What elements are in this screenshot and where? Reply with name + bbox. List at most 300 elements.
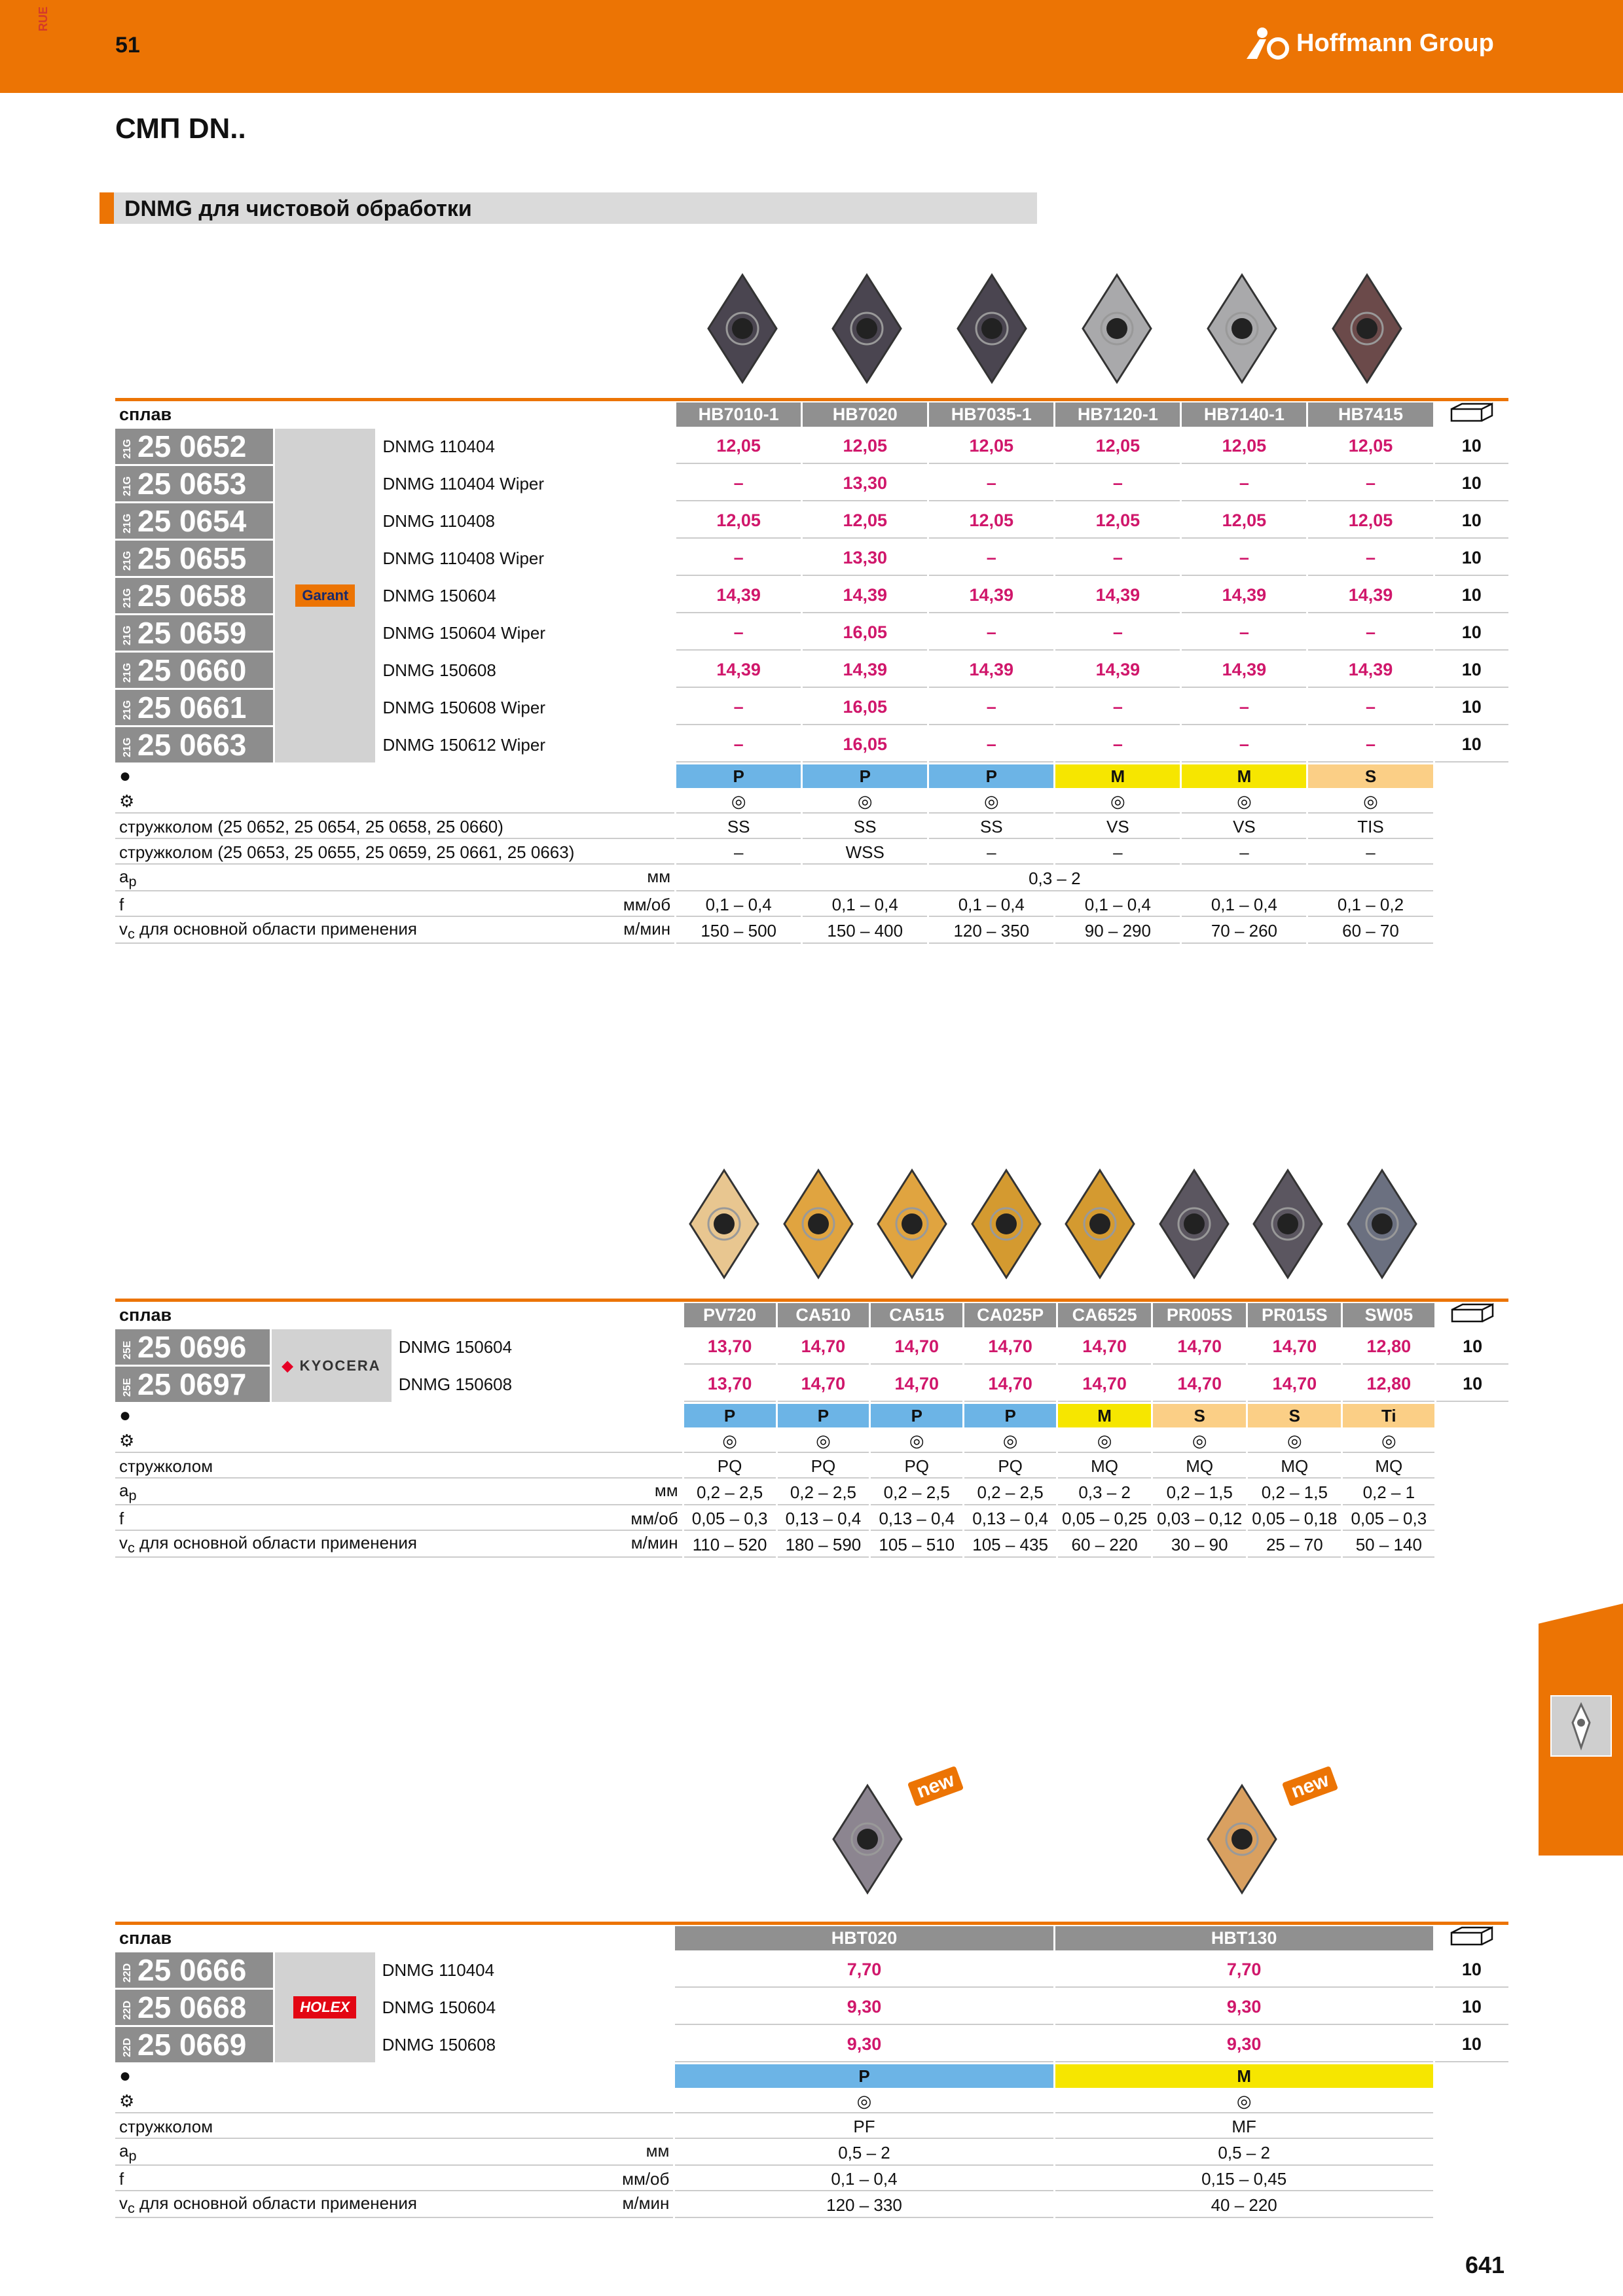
material-group: P <box>871 1404 962 1427</box>
chipbreaker-value: – <box>676 841 801 865</box>
price-cell: 14,39 <box>1308 578 1432 613</box>
brand-logo-holex: HOLEX <box>293 1996 356 2018</box>
insert-image <box>1203 1780 1281 1901</box>
feed-value: 0,1 – 0,2 <box>1308 893 1432 917</box>
price-cell: 14,39 <box>1055 653 1180 688</box>
chipbreaker-value: – <box>929 841 1053 865</box>
designation: DNMG 150608 <box>398 1374 513 1394</box>
price-cell: 14,70 <box>1248 1367 1341 1402</box>
pack-quantity: 10 <box>1436 1329 1508 1365</box>
ap-value: 0,3 – 2 <box>676 867 1432 891</box>
turning-insert-icon <box>828 1780 907 1898</box>
language-code: RUE <box>37 6 50 31</box>
designation: DNMG 150604 <box>398 1336 513 1357</box>
ap-label: $a_p$ мм <box>115 2141 673 2166</box>
ap-value: 0,2 – 2,5 <box>684 1480 776 1505</box>
article-code: 25 0666 <box>137 1953 247 1987</box>
insert-image <box>967 1165 1046 1286</box>
insert-image <box>1249 1165 1327 1286</box>
product-group: 22D <box>122 2037 133 2057</box>
price-cell: 9,30 <box>675 1990 1053 2025</box>
product-group: 21G <box>122 476 133 496</box>
price-cell: 14,39 <box>1182 578 1306 613</box>
price-cell: 9,30 <box>1055 2027 1433 2062</box>
ap-value: 0,5 – 2 <box>1055 2141 1433 2166</box>
material-group: S <box>1153 1404 1246 1427</box>
price-cell: – <box>676 466 801 501</box>
product-group: 21G <box>122 513 133 533</box>
article-code: 25 0668 <box>137 1990 247 2024</box>
price-cell: – <box>676 541 801 576</box>
price-cell: – <box>676 727 801 762</box>
feed-value: 0,05 – 0,25 <box>1058 1507 1151 1531</box>
ap-value: 0,2 – 1 <box>1343 1480 1434 1505</box>
feed-value: 0,13 – 0,4 <box>964 1507 1056 1531</box>
coating-icon: ⚙ <box>115 790 674 814</box>
vc-label: $v_c$ для основной области применения м/мин <box>115 2193 673 2218</box>
alloy-name: PV720 <box>684 1303 776 1327</box>
price-cell: – <box>1182 690 1306 725</box>
brand-logo-garant: Garant <box>295 584 355 607</box>
chipbreaker-value: MQ <box>1058 1455 1151 1479</box>
price-cell: 7,70 <box>675 1952 1053 1988</box>
cutting-speed-value: 180 – 590 <box>778 1533 869 1558</box>
article-number <box>115 1329 270 1365</box>
designation: DNMG 110404 Wiper <box>382 473 545 493</box>
chipbreaker-shape-icon: ◎ <box>1248 1429 1341 1453</box>
chipbreaker-label: стружколом <box>115 2115 673 2139</box>
vc-label: $v_c$ для основной области применения м/мин <box>115 919 674 944</box>
feed-value: 0,13 – 0,4 <box>778 1507 869 1531</box>
article-code: 25 0653 <box>137 467 247 501</box>
cutting-speed-value: 90 – 290 <box>1055 919 1180 944</box>
article-code: 25 0660 <box>137 653 247 687</box>
pack-quantity: 10 <box>1435 2027 1508 2062</box>
price-cell: 14,39 <box>676 578 801 613</box>
chipbreaker-shape-icon: ◎ <box>1055 2090 1433 2113</box>
alloy-label: сплав <box>119 404 172 424</box>
cutting-speed-value: 40 – 220 <box>1055 2193 1433 2218</box>
price-cell: 14,39 <box>929 578 1053 613</box>
logo-text: Hoffmann Group <box>1296 29 1494 57</box>
material-group: P <box>778 1404 869 1427</box>
turning-insert-icon <box>1078 270 1156 387</box>
cutting-speed-value: 25 – 70 <box>1248 1533 1341 1558</box>
vc-label: $v_c$ для основной области применения м/мин <box>115 1533 682 1558</box>
price-cell: 12,05 <box>1182 503 1306 539</box>
chipbreaker-shape-icon: ◎ <box>778 1429 869 1453</box>
price-cell: 14,39 <box>803 578 927 613</box>
cutting-speed-value: 120 – 350 <box>929 919 1053 944</box>
designation: DNMG 150608 <box>382 660 496 680</box>
price-cell: 12,05 <box>803 503 927 539</box>
cutting-speed-value: 30 – 90 <box>1153 1533 1246 1558</box>
table-row[interactable] <box>115 1329 1508 1365</box>
insert-image <box>873 1165 951 1286</box>
turning-insert-icon <box>779 1165 858 1283</box>
chipbreaker-shape-icon: ◎ <box>1182 790 1306 814</box>
feed-value: 0,1 – 0,4 <box>929 893 1053 917</box>
price-cell: – <box>676 615 801 651</box>
product-group: 25E <box>122 1340 133 1359</box>
price-cell: 12,80 <box>1343 1367 1434 1402</box>
chipbreaker-value: VS <box>1055 816 1180 839</box>
feed-value: 0,1 – 0,4 <box>803 893 927 917</box>
chipbreaker-shape-icon: ◎ <box>1058 1429 1151 1453</box>
ap-value: 0,2 – 2,5 <box>871 1480 962 1505</box>
feed-value: 0,13 – 0,4 <box>871 1507 962 1531</box>
product-group: 22D <box>122 1963 133 1982</box>
cutting-speed-value: 110 – 520 <box>684 1533 776 1558</box>
designation: DNMG 150604 Wiper <box>382 622 545 643</box>
chipbreaker-shape-icon: ◎ <box>676 790 801 814</box>
ap-value: 0,3 – 2 <box>1058 1480 1151 1505</box>
brand-logo <box>1244 25 1494 62</box>
material-group: P <box>676 764 801 788</box>
ap-value: 0,2 – 2,5 <box>778 1480 869 1505</box>
chipbreaker-value: – <box>1055 841 1180 865</box>
cutting-speed-value: 150 – 500 <box>676 919 801 944</box>
pack-quantity: 10 <box>1435 466 1508 501</box>
article-code: 25 0663 <box>137 728 247 762</box>
ap-value: 0,2 – 1,5 <box>1153 1480 1246 1505</box>
product-group: 25E <box>122 1378 133 1397</box>
price-cell: 14,70 <box>1248 1329 1341 1365</box>
price-cell: 12,05 <box>1308 503 1432 539</box>
price-cell: 12,05 <box>1182 429 1306 464</box>
article-number <box>115 541 273 576</box>
price-cell: – <box>1055 690 1180 725</box>
table-row[interactable] <box>115 429 1508 464</box>
ap-value: 0,2 – 2,5 <box>964 1480 1056 1505</box>
chipbreaker-shape-icon: ◎ <box>1308 790 1432 814</box>
price-cell: – <box>929 615 1053 651</box>
pack-quantity: 10 <box>1435 541 1508 576</box>
article-number <box>115 429 273 464</box>
article-number <box>115 1952 273 1988</box>
table-row[interactable] <box>115 1952 1508 1988</box>
cutting-speed-value: 60 – 70 <box>1308 919 1432 944</box>
product-group: 21G <box>122 588 133 608</box>
price-cell: 12,05 <box>1055 429 1180 464</box>
material-group: P <box>803 764 927 788</box>
insert-image <box>1155 1165 1233 1286</box>
price-cell: – <box>929 727 1053 762</box>
material-group-icon: ● <box>119 2065 132 2087</box>
pack-quantity: 10 <box>1435 1990 1508 2025</box>
price-cell: – <box>1182 727 1306 762</box>
turning-insert-icon <box>828 270 906 387</box>
turning-insert-icon <box>1328 270 1406 387</box>
product-group: 21G <box>122 737 133 757</box>
designation: DNMG 150612 Wiper <box>382 734 545 755</box>
designation: DNMG 110404 <box>382 436 495 456</box>
chipbreaker-label: стружколом (25 0653, 25 0655, 25 0659, 25 0661, 25 0663) <box>115 841 674 865</box>
price-cell: – <box>1308 466 1432 501</box>
chipbreaker-shape-icon: ◎ <box>1153 1429 1246 1453</box>
vc-unit: м/мин <box>630 1533 678 1553</box>
package-quantity-icon <box>1436 1303 1508 1327</box>
turning-insert-icon <box>967 1165 1046 1283</box>
f-label: f мм/об <box>115 2168 673 2191</box>
price-cell: 14,70 <box>1153 1367 1246 1402</box>
price-cell: – <box>929 466 1053 501</box>
turning-insert-icon <box>1550 1695 1612 1757</box>
ap-value: 0,5 – 2 <box>675 2141 1053 2166</box>
chipbreaker-shape-icon: ◎ <box>871 1429 962 1453</box>
insert-image <box>703 270 782 391</box>
feed-value: 0,1 – 0,4 <box>1182 893 1306 917</box>
price-cell: 14,70 <box>964 1329 1056 1365</box>
section-accent <box>100 192 114 224</box>
pack-quantity: 10 <box>1435 727 1508 762</box>
material-group: P <box>684 1404 776 1427</box>
price-cell: 13,70 <box>684 1367 776 1402</box>
pack-quantity: 10 <box>1435 578 1508 613</box>
chipbreaker-value: PQ <box>871 1455 962 1479</box>
chipbreaker-shape-icon: ◎ <box>964 1429 1056 1453</box>
ap-value: 0,2 – 1,5 <box>1248 1480 1341 1505</box>
alloy-name: SW05 <box>1343 1303 1434 1327</box>
product-group: 22D <box>122 2000 133 2020</box>
pack-quantity: 10 <box>1435 690 1508 725</box>
turning-insert-icon <box>953 270 1031 387</box>
price-cell: – <box>1055 466 1180 501</box>
feed-value: 0,05 – 0,18 <box>1248 1507 1341 1531</box>
alloy-label: сплав <box>119 1928 172 1948</box>
price-cell: 13,30 <box>803 541 927 576</box>
chipbreaker-shape-icon: ◎ <box>929 790 1053 814</box>
alloy-name: PR015S <box>1248 1303 1341 1327</box>
f-unit: мм/об <box>630 1508 678 1528</box>
insert-image <box>1328 270 1406 391</box>
package-quantity-icon <box>1435 403 1508 427</box>
price-cell: – <box>1308 615 1432 651</box>
insert-image <box>1061 1165 1139 1286</box>
chapter-number: 51 <box>115 33 140 58</box>
page-title: СМП DN.. <box>115 113 246 145</box>
package-quantity-icon <box>1435 1926 1508 1950</box>
chipbreaker-value: VS <box>1182 816 1306 839</box>
price-cell: 16,05 <box>803 690 927 725</box>
article-number <box>115 1990 273 2025</box>
feed-value: 0,1 – 0,4 <box>675 2168 1053 2191</box>
article-number <box>115 727 273 762</box>
alloy-name: HBT020 <box>675 1926 1053 1950</box>
alloy-name: CA025P <box>964 1303 1056 1327</box>
brand-cell <box>275 1952 375 2062</box>
insert-image <box>1203 270 1281 391</box>
price-cell: 12,05 <box>1308 429 1432 464</box>
product-group: 21G <box>122 700 133 720</box>
article-code: 25 0655 <box>137 541 247 575</box>
price-cell: – <box>1055 615 1180 651</box>
article-number <box>115 615 273 651</box>
alloy-name: PR005S <box>1153 1303 1246 1327</box>
new-badge: new <box>1282 1766 1339 1807</box>
product-group: 21G <box>122 550 133 571</box>
chipbreaker-value: TIS <box>1308 816 1432 839</box>
price-cell: 9,30 <box>675 2027 1053 2062</box>
insert-image <box>779 1165 858 1286</box>
brand-logo-kyocera: ◆ KYOCERA <box>282 1357 381 1374</box>
price-cell: 14,70 <box>778 1367 869 1402</box>
new-badge: new <box>907 1766 964 1807</box>
ap-unit: мм <box>646 2141 670 2161</box>
material-group-icon: ● <box>119 765 132 787</box>
chipbreaker-value: – <box>1308 841 1432 865</box>
cutting-speed-value: 120 – 330 <box>675 2193 1053 2218</box>
article-code: 25 0696 <box>137 1330 247 1364</box>
feed-value: 0,05 – 0,3 <box>1343 1507 1434 1531</box>
price-cell: 14,39 <box>1308 653 1432 688</box>
price-cell: – <box>1182 541 1306 576</box>
article-number <box>115 503 273 539</box>
material-group-icon: ● <box>119 1405 132 1426</box>
material-group: M <box>1055 764 1180 788</box>
price-cell: 14,39 <box>803 653 927 688</box>
feed-value: 0,03 – 0,12 <box>1153 1507 1246 1531</box>
table1 <box>113 401 1510 946</box>
price-cell: 9,30 <box>1055 1990 1433 2025</box>
article-number <box>115 466 273 501</box>
designation: DNMG 150608 Wiper <box>382 697 545 717</box>
ap-label: $a_p$ мм <box>115 867 674 891</box>
alloy-label: сплав <box>119 1305 172 1325</box>
alloy-name: CA6525 <box>1058 1303 1151 1327</box>
alloy-name: HB7415 <box>1308 403 1432 427</box>
brand-cell <box>272 1329 392 1402</box>
chipbreaker-shape-icon: ◎ <box>1055 790 1180 814</box>
price-cell: – <box>929 541 1053 576</box>
chipbreaker-value: MF <box>1055 2115 1433 2139</box>
chipbreaker-value: SS <box>676 816 801 839</box>
price-cell: 12,05 <box>1055 503 1180 539</box>
section-title: DNMG для чистовой обработки <box>124 196 472 221</box>
price-cell: 12,05 <box>803 429 927 464</box>
chipbreaker-value: PQ <box>778 1455 869 1479</box>
insert-image <box>828 1780 907 1901</box>
material-group: P <box>964 1404 1056 1427</box>
article-number <box>115 653 273 688</box>
chipbreaker-value: MQ <box>1153 1455 1246 1479</box>
price-cell: – <box>1055 727 1180 762</box>
chipbreaker-value: MQ <box>1248 1455 1341 1479</box>
alloy-name: HB7010-1 <box>676 403 801 427</box>
insert-image <box>828 270 906 391</box>
alloy-name: HB7020 <box>803 403 927 427</box>
ap-label: $a_p$ мм <box>115 1480 682 1505</box>
pack-quantity: 10 <box>1435 615 1508 651</box>
pack-quantity: 10 <box>1435 1952 1508 1988</box>
price-cell: – <box>1182 615 1306 651</box>
price-cell: 14,70 <box>1153 1329 1246 1365</box>
article-code: 25 0658 <box>137 579 247 613</box>
article-code: 25 0659 <box>137 616 247 650</box>
price-cell: 14,39 <box>676 653 801 688</box>
chipbreaker-value: SS <box>929 816 1053 839</box>
article-number <box>115 1367 270 1402</box>
turning-insert-icon <box>1249 1165 1327 1283</box>
price-cell: 13,70 <box>684 1329 776 1365</box>
ap-unit: мм <box>654 1480 678 1500</box>
cutting-speed-value: 150 – 400 <box>803 919 927 944</box>
price-cell: – <box>1308 690 1432 725</box>
coating-icon: ⚙ <box>115 1429 682 1453</box>
price-cell: 13,30 <box>803 466 927 501</box>
chipbreaker-shape-icon: ◎ <box>803 790 927 814</box>
chipbreaker-label: стружколом (25 0652, 25 0654, 25 0658, 25 0660) <box>115 816 674 839</box>
alloy-name: HB7120-1 <box>1055 403 1180 427</box>
price-cell: 14,39 <box>1182 653 1306 688</box>
price-cell: – <box>929 690 1053 725</box>
price-cell: 16,05 <box>803 727 927 762</box>
price-cell: 12,05 <box>676 429 801 464</box>
price-cell: – <box>1308 727 1432 762</box>
price-cell: 14,70 <box>964 1367 1056 1402</box>
alloy-name: CA510 <box>778 1303 869 1327</box>
designation: DNMG 110408 <box>382 511 495 531</box>
alloy-name: HB7140-1 <box>1182 403 1306 427</box>
price-cell: – <box>1308 541 1432 576</box>
material-group: P <box>929 764 1053 788</box>
material-group: S <box>1248 1404 1341 1427</box>
product-group: 21G <box>122 439 133 459</box>
section-heading <box>100 192 1037 224</box>
cutting-speed-value: 105 – 435 <box>964 1533 1056 1558</box>
chipbreaker-value: – <box>1182 841 1306 865</box>
article-number <box>115 690 273 725</box>
price-cell: 14,70 <box>871 1367 962 1402</box>
material-group: S <box>1308 764 1432 788</box>
designation: DNMG 150604 <box>382 1997 496 2017</box>
designation: DNMG 150604 <box>382 585 496 605</box>
designation: DNMG 150608 <box>382 2034 496 2054</box>
cutting-speed-value: 105 – 510 <box>871 1533 962 1558</box>
price-cell: 12,05 <box>676 503 801 539</box>
insert-image <box>685 1165 763 1286</box>
turning-insert-icon <box>1343 1165 1421 1283</box>
insert-image <box>1078 270 1156 391</box>
material-group: P <box>675 2064 1053 2088</box>
article-code: 25 0669 <box>137 2028 247 2062</box>
brand-cell <box>275 429 375 762</box>
price-cell: 7,70 <box>1055 1952 1433 1988</box>
article-number <box>115 2027 273 2062</box>
page-number: 641 <box>1465 2251 1505 2278</box>
ap-unit: мм <box>647 867 671 886</box>
chipbreaker-shape-icon: ◎ <box>675 2090 1053 2113</box>
chipbreaker-value: PQ <box>684 1455 776 1479</box>
article-code: 25 0661 <box>137 691 247 725</box>
chipbreaker-label: стружколом <box>115 1455 682 1479</box>
designation: DNMG 110408 Wiper <box>382 548 545 568</box>
turning-insert-icon <box>1155 1165 1233 1283</box>
price-cell: 14,39 <box>929 653 1053 688</box>
cutting-speed-value: 70 – 260 <box>1182 919 1306 944</box>
alloy-name: HBT130 <box>1055 1926 1433 1950</box>
f-label: f мм/об <box>115 1507 682 1531</box>
alloy-name: CA515 <box>871 1303 962 1327</box>
pack-quantity: 10 <box>1435 429 1508 464</box>
chipbreaker-shape-icon: ◎ <box>1343 1429 1434 1453</box>
pack-quantity: 10 <box>1435 503 1508 539</box>
article-code: 25 0654 <box>137 504 247 538</box>
product-group: 21G <box>122 625 133 645</box>
chipbreaker-shape-icon: ◎ <box>684 1429 776 1453</box>
price-cell: 14,70 <box>871 1329 962 1365</box>
pack-quantity: 10 <box>1436 1367 1508 1402</box>
